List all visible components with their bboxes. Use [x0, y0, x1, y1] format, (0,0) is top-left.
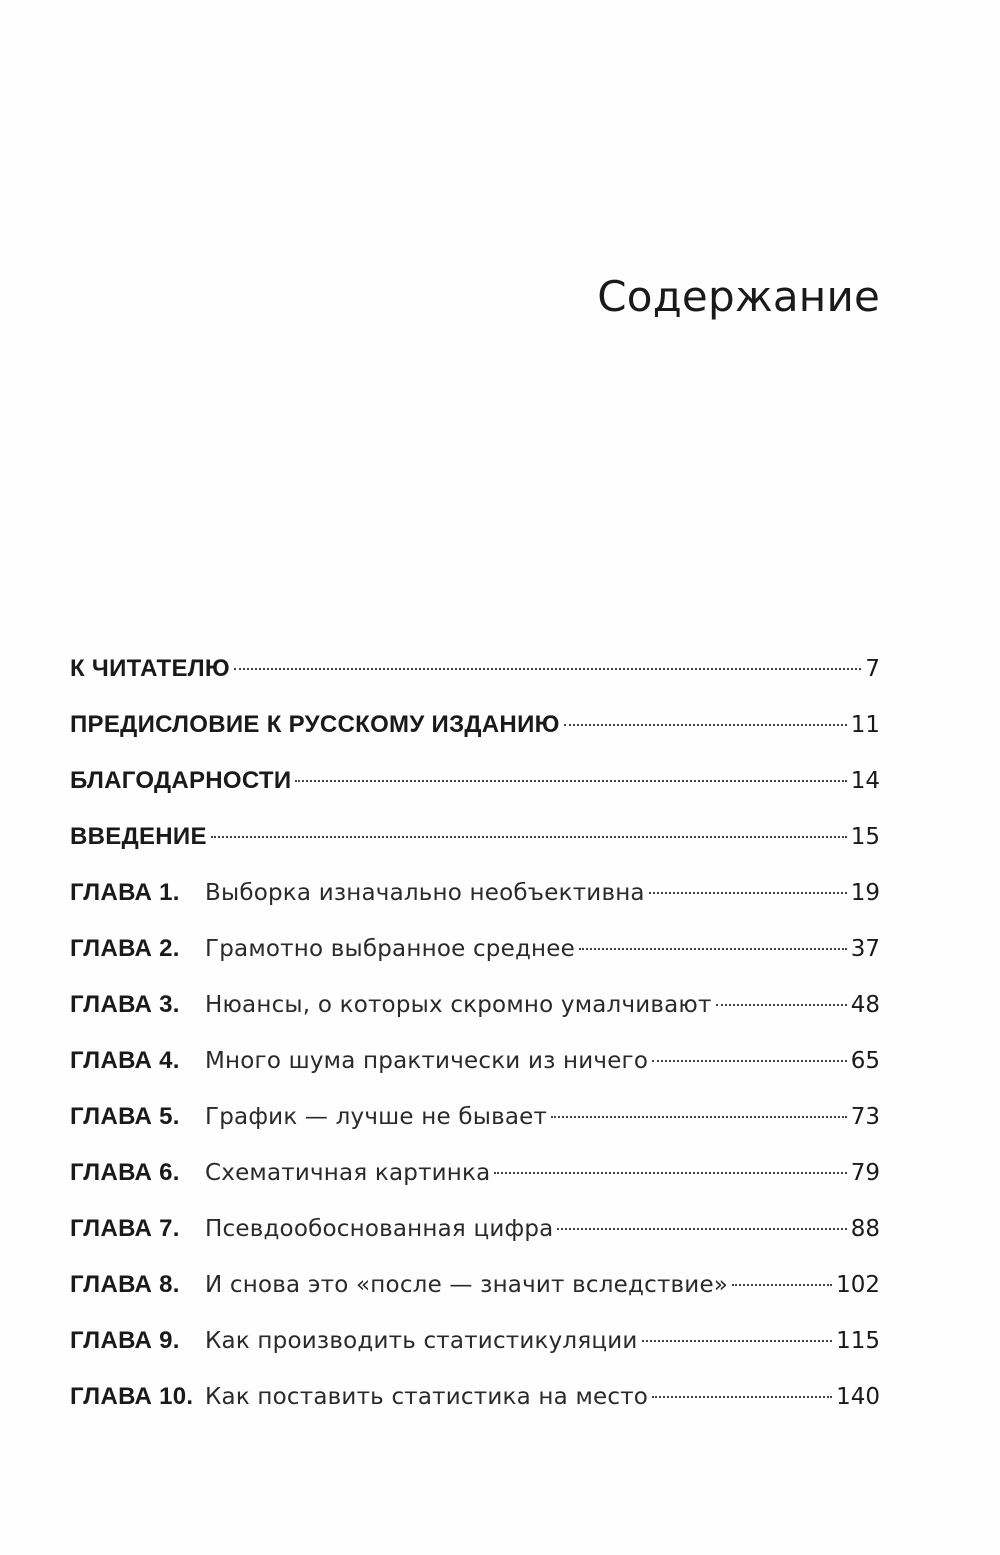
toc-entry-chapter-4[interactable] — [70, 1033, 880, 1089]
toc-entry-acknowledgments[interactable] — [70, 753, 880, 809]
toc-entry-chapter-2[interactable] — [70, 921, 880, 977]
toc-page-number: 37 — [850, 936, 880, 962]
chapter-title: Грамотно выбранное среднее — [205, 936, 575, 962]
toc-entry-chapter-5[interactable] — [70, 1089, 880, 1145]
toc-entry-chapter-1[interactable] — [70, 865, 880, 921]
toc-page-number: 7 — [865, 656, 880, 682]
chapter-title: Выборка изначально необъективна — [205, 880, 645, 906]
dot-leader — [652, 1396, 832, 1398]
toc-page-number: 19 — [850, 880, 880, 906]
dot-leader — [564, 724, 847, 726]
page-title: Содержание — [597, 272, 880, 321]
chapter-title: Много шума практически из ничего — [205, 1048, 649, 1074]
toc-entry-label: ПРЕДИСЛОВИЕ К РУССКОМУ ИЗДАНИЮ — [70, 711, 560, 738]
chapter-number: ГЛАВА 8. — [70, 1271, 180, 1298]
chapter-number: ГЛАВА 9. — [70, 1327, 180, 1354]
table-of-contents — [70, 641, 880, 1425]
toc-entry-to-reader[interactable] — [70, 641, 880, 697]
toc-page-number: 15 — [850, 824, 880, 850]
chapter-title: График — лучше не бывает — [205, 1104, 548, 1130]
toc-entry-introduction[interactable] — [70, 809, 880, 865]
dot-leader — [557, 1228, 846, 1230]
chapter-number: ГЛАВА 4. — [70, 1047, 180, 1074]
dot-leader — [295, 780, 846, 782]
toc-page-number: 73 — [850, 1104, 880, 1130]
chapter-title: Как поставить статистика на место — [205, 1384, 649, 1410]
chapter-number: ГЛАВА 10. — [70, 1383, 194, 1410]
toc-entry-label: БЛАГОДАРНОСТИ — [70, 767, 292, 794]
toc-page-number: 115 — [836, 1328, 880, 1354]
chapter-title: И снова это «после — значит вследствие» — [205, 1272, 729, 1298]
chapter-number: ГЛАВА 6. — [70, 1159, 180, 1186]
toc-page-number: 11 — [850, 712, 880, 738]
dot-leader — [234, 668, 861, 670]
toc-entry-chapter-3[interactable] — [70, 977, 880, 1033]
chapter-title: Как производить статистикуляции — [205, 1328, 638, 1354]
dot-leader — [494, 1172, 846, 1174]
toc-page-number: 48 — [850, 992, 880, 1018]
chapter-number: ГЛАВА 3. — [70, 991, 180, 1018]
toc-entry-chapter-8[interactable] — [70, 1257, 880, 1313]
dot-leader — [551, 1116, 847, 1118]
chapter-title: Нюансы, о которых скромно умалчивают — [205, 992, 712, 1018]
dot-leader — [652, 1060, 847, 1062]
dot-leader — [211, 836, 847, 838]
chapter-number: ГЛАВА 5. — [70, 1103, 180, 1130]
toc-entry-chapter-10[interactable] — [70, 1369, 880, 1425]
toc-page-number: 65 — [850, 1048, 880, 1074]
chapter-title: Псевдообоснованная цифра — [205, 1216, 554, 1242]
toc-page-number: 102 — [836, 1272, 880, 1298]
toc-page-number: 79 — [850, 1160, 880, 1186]
chapter-number: ГЛАВА 1. — [70, 879, 180, 906]
toc-page-number: 88 — [850, 1216, 880, 1242]
toc-entry-preface[interactable] — [70, 697, 880, 753]
chapter-number: ГЛАВА 2. — [70, 935, 180, 962]
toc-entry-chapter-9[interactable] — [70, 1313, 880, 1369]
dot-leader — [579, 948, 847, 950]
toc-page-number: 14 — [850, 768, 880, 794]
toc-entry-chapter-7[interactable] — [70, 1201, 880, 1257]
toc-page-number: 140 — [836, 1384, 880, 1410]
dot-leader — [732, 1284, 832, 1286]
chapter-title: Схематичная картинка — [205, 1160, 491, 1186]
toc-entry-label: ВВЕДЕНИЕ — [70, 823, 207, 850]
dot-leader — [716, 1004, 847, 1006]
toc-entry-chapter-6[interactable] — [70, 1145, 880, 1201]
chapter-number: ГЛАВА 7. — [70, 1215, 180, 1242]
toc-entry-label: К ЧИТАТЕЛЮ — [70, 655, 230, 682]
dot-leader — [649, 892, 847, 894]
dot-leader — [642, 1340, 833, 1342]
